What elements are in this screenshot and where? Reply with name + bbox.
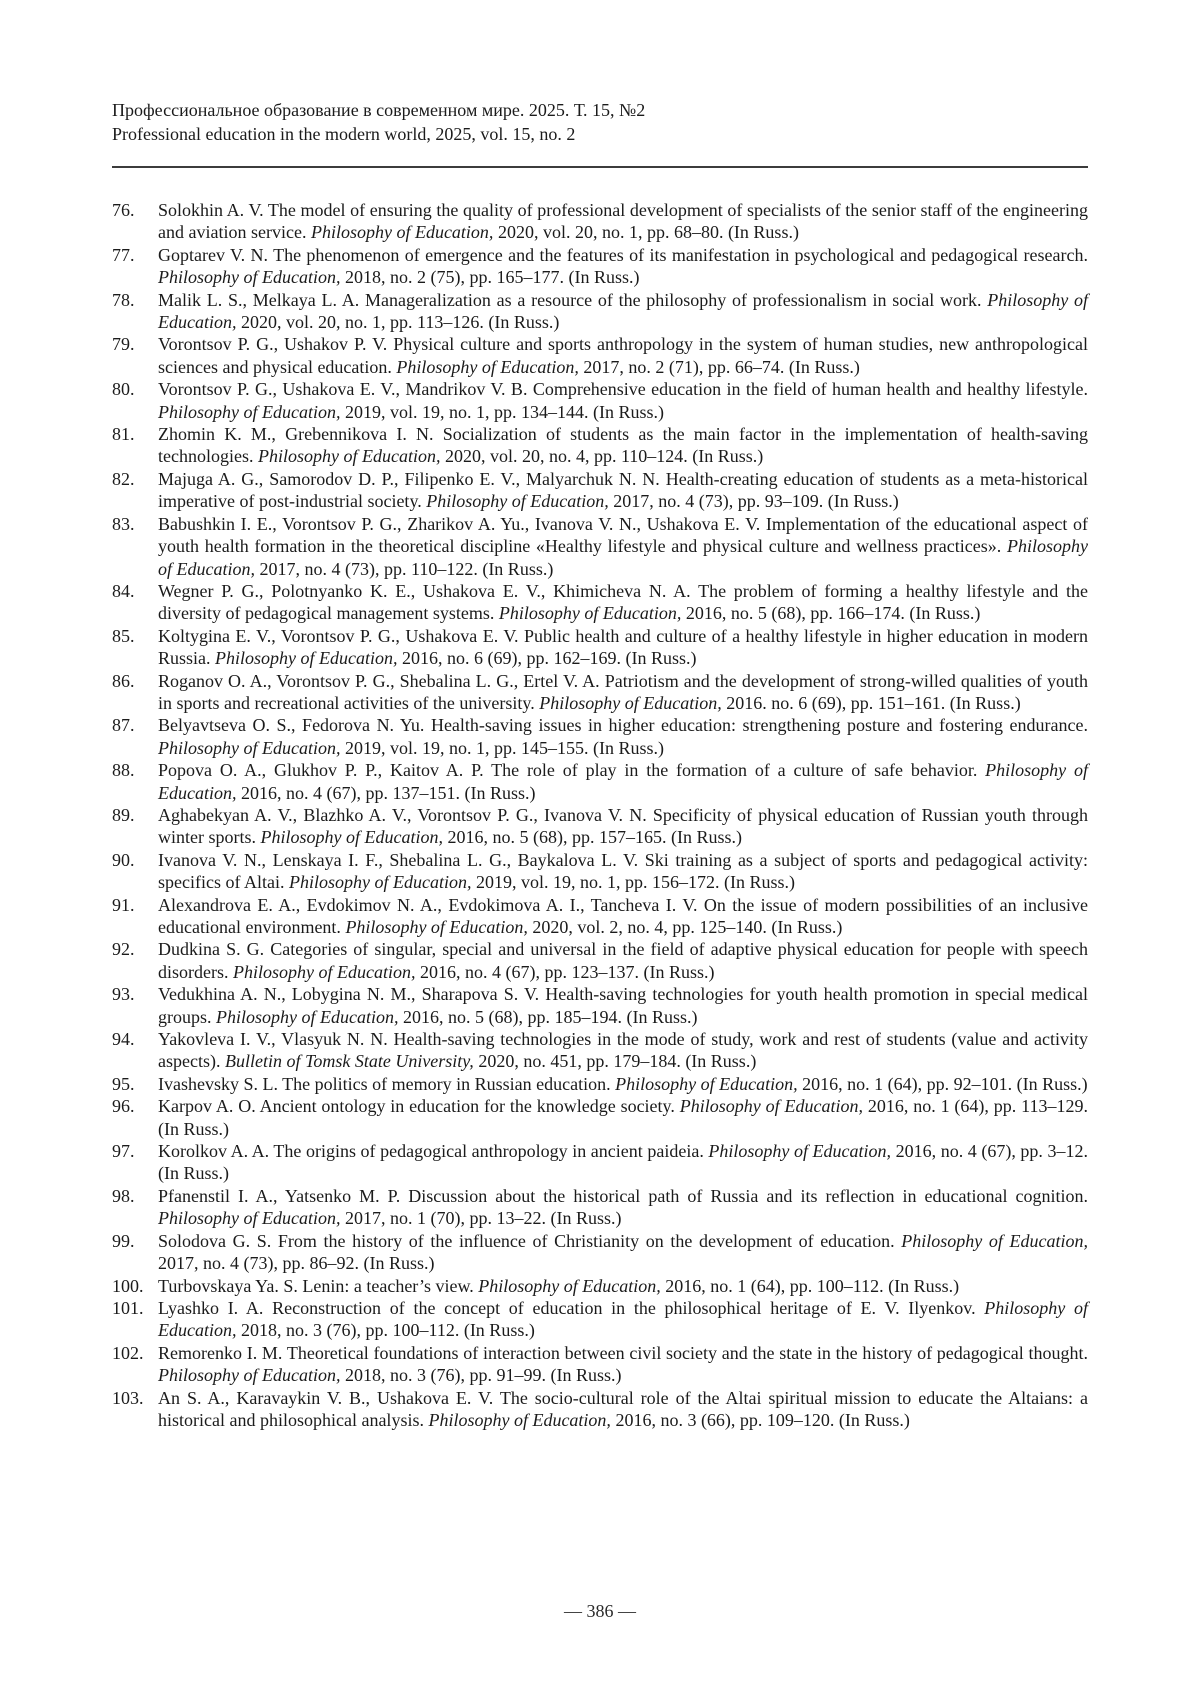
journal-header [112, 98, 1088, 168]
reference-number: 80. [112, 379, 135, 400]
reference-text: Pfanenstil I. A., Yatsenko M. P. Discussion about the historical path of Russia and its reflection in educational cognition. Philosophy of Education, 2017, no. 1 (70), pp. 13–22. (In Russ.) [158, 1185, 1088, 1229]
reference-item [112, 1275, 1088, 1297]
reference-number: 91. [112, 894, 135, 915]
reference-list [112, 199, 1088, 1431]
reference-text: Solodova G. S. From the history of the influence of Christianity on the development of education. Philosophy of Education, 2017, no. 4 (73), pp. 86–92. (In Russ.) [158, 1230, 1088, 1274]
reference-item [112, 1297, 1088, 1342]
reference-number: 99. [112, 1230, 135, 1251]
reference-number: 79. [112, 334, 135, 355]
reference-text: Ivashevsky S. L. The politics of memory in Russian education. Philosophy of Education, 2016, no. 1 (64), pp. 92–101. (In Russ.) [158, 1073, 1088, 1094]
reference-item [112, 670, 1088, 715]
reference-number: 102. [112, 1342, 144, 1363]
reference-number: 87. [112, 715, 135, 736]
reference-number: 92. [112, 939, 135, 960]
reference-number: 95. [112, 1073, 135, 1094]
reference-text: Korolkov A. A. The origins of pedagogical anthropology in ancient paideia. Philosophy of Education, 2016, no. 4 (67), pp. 3–12. (In Russ.) [158, 1141, 1088, 1184]
reference-text: Yakovleva I. V., Vlasyuk N. N. Health-saving technologies in the mode of study, work and rest of students (value and activity aspects). Bulletin of Tomsk State University, 2020, no. 451, pp. 179–184. (In Russ.) [158, 1029, 1088, 1072]
reference-text: Roganov O. A., Vorontsov P. G., Shebalina L. G., Ertel V. A. Patriotism and the development of strong-willed qualities of youth in sports and recreational activities of the university. Philosophy of Education, 2016. no. 6 (69), pp. 151–161. (In Russ.) [158, 670, 1088, 713]
reference-item [112, 468, 1088, 513]
reference-number: 103. [112, 1387, 144, 1408]
reference-text: Ivanova V. N., Lenskaya I. F., Shebalina L. G., Baykalova L. V. Ski training as a subject of sports and pedagogical activity: specifics of Altai. Philosophy of Education, 2019, vol. 19, no. 1, pp. 156–172. (In Russ.) [158, 849, 1088, 893]
reference-text: Solokhin A. V. The model of ensuring the quality of professional development of specialists of the senior staff of the engineering and aviation service. Philosophy of Education, 2020, vol. 20, no. 1, pp. 68–80. (In Russ.) [158, 200, 1088, 243]
reference-number: 78. [112, 289, 135, 310]
reference-text: Dudkina S. G. Categories of singular, special and universal in the field of adaptive physical education for people with speech disorders. Philosophy of Education, 2016, no. 4 (67), pp. 123–137. (In Russ.) [158, 939, 1088, 982]
reference-text: Goptarev V. N. The phenomenon of emergence and the features of its manifestation in psychological and pedagogical research. Philosophy of Education, 2018, no. 2 (75), pp. 165–177. (In Russ.) [158, 244, 1088, 288]
reference-item [112, 714, 1088, 759]
reference-number: 88. [112, 760, 135, 781]
reference-item [112, 1185, 1088, 1230]
reference-item [112, 1073, 1088, 1095]
reference-item [112, 804, 1088, 849]
journal-title-en: Professional education in the modern world, 2025, vol. 15, no. 2 [112, 124, 576, 144]
reference-text: Remorenko I. M. Theoretical foundations of interaction between civil society and the state in the history of pedagogical thought. Philosophy of Education, 2018, no. 3 (76), pp. 91–99. (In Russ.) [158, 1342, 1088, 1386]
reference-number: 85. [112, 625, 135, 646]
reference-item [112, 244, 1088, 289]
reference-number: 96. [112, 1096, 135, 1117]
reference-item [112, 938, 1088, 983]
reference-item [112, 423, 1088, 468]
reference-text: Wegner P. G., Polotnyanko K. E., Ushakova E. V., Khimicheva N. A. The problem of forming a healthy lifestyle and the diversity of pedagogical management systems. Philosophy of Education, 2016, no. 5 (68), pp. 166–174. (In Russ.) [158, 580, 1088, 624]
reference-item [112, 1140, 1088, 1185]
reference-item [112, 1028, 1088, 1073]
reference-number: 76. [112, 200, 135, 220]
reference-text: Babushkin I. E., Vorontsov P. G., Zharikov A. Yu., Ivanova V. N., Ushakova E. V. Implementation of the educational aspect of youth health formation in the theoretical discipline «Healthy lifestyle and physical culture and wellness practices». Philosophy of Education, 2017, no. 4 (73), pp. 110–122. (In Russ.) [158, 513, 1088, 579]
reference-item [112, 513, 1088, 580]
reference-number: 81. [112, 424, 135, 445]
reference-item [112, 894, 1088, 939]
reference-number: 77. [112, 244, 135, 265]
reference-item [112, 289, 1088, 334]
reference-number: 101. [112, 1297, 144, 1318]
reference-item [112, 849, 1088, 894]
reference-item [112, 580, 1088, 625]
reference-item [112, 1095, 1088, 1140]
reference-text: Vorontsov P. G., Ushakov P. V. Physical culture and sports anthropology in the system of human studies, new anthropological sciences and physical education. Philosophy of Education, 2017, no. 2 (71), pp. 66–74. (In Russ.) [158, 334, 1088, 377]
reference-text: Lyashko I. A. Reconstruction of the concept of education in the philosophical heritage of E. V. Ilyenkov. Philosophy of Education, 2018, no. 3 (76), pp. 100–112. (In Russ.) [158, 1297, 1088, 1341]
reference-number: 83. [112, 513, 135, 534]
reference-text: Koltygina E. V., Vorontsov P. G., Ushakova E. V. Public health and culture of a healthy lifestyle in higher education in modern Russia. Philosophy of Education, 2016, no. 6 (69), pp. 162–169. (In Russ.) [158, 625, 1088, 669]
reference-number: 90. [112, 849, 135, 870]
reference-text: An S. A., Karavaykin V. B., Ushakova E. V. The socio-cultural role of the Altai spiritual mission to educate the Altaians: a historical and philosophical analysis. Philosophy of Education, 2016, no. 3 (66), pp. 109–120. (In Russ.) [158, 1387, 1088, 1430]
reference-text: Zhomin K. M., Grebennikova I. N. Socialization of students as the main factor in the implementation of health-saving technologies. Philosophy of Education, 2020, vol. 20, no. 4, pp. 110–124. (In Russ.) [158, 424, 1088, 467]
reference-text: Aghabekyan A. V., Blazhko A. V., Vorontsov P. G., Ivanova V. N. Specificity of physical education of Russian youth through winter sports. Philosophy of Education, 2016, no. 5 (68), pp. 157–165. (In Russ.) [158, 804, 1088, 848]
reference-number: 100. [112, 1275, 144, 1296]
reference-number: 93. [112, 984, 135, 1005]
reference-number: 98. [112, 1185, 135, 1206]
reference-item [112, 1342, 1088, 1387]
reference-text: Alexandrova E. A., Evdokimov N. A., Evdokimova A. I., Tancheva I. V. On the issue of modern possibilities of an inclusive educational environment. Philosophy of Education, 2020, vol. 2, no. 4, pp. 125–140. (In Russ.) [158, 894, 1088, 937]
header-rule [112, 166, 1088, 168]
reference-item [112, 333, 1088, 378]
reference-text: Belyavtseva O. S., Fedorova N. Yu. Health-saving issues in higher education: strengthening posture and fostering endurance. Philosophy of Education, 2019, vol. 19, no. 1, pp. 145–155. (In Russ.) [158, 715, 1088, 758]
reference-text: Karpov A. O. Ancient ontology in education for the knowledge society. Philosophy of Education, 2016, no. 1 (64), pp. 113–129. (In Russ.) [158, 1096, 1088, 1139]
reference-text: Turbovskaya Ya. S. Lenin: a teacher’s view. Philosophy of Education, 2016, no. 1 (64), pp. 100–112. (In Russ.) [158, 1275, 960, 1296]
reference-text: Majuga A. G., Samorodov D. P., Filipenko E. V., Malyarchuk N. N. Health-creating education of students as a meta-historical imperative of post-industrial society. Philosophy of Education, 2017, no. 4 (73), pp. 93–109. (In Russ.) [158, 468, 1088, 512]
reference-number: 82. [112, 468, 135, 489]
journal-title-ru: Профессиональное образование в современном мире. 2025. Т. 15, №2 [112, 100, 646, 120]
page-footer [112, 1601, 1088, 1622]
reference-text: Vedukhina A. N., Lobygina N. M., Sharapova S. V. Health-saving technologies for youth health promotion in special medical groups. Philosophy of Education, 2016, no. 5 (68), pp. 185–194. (In Russ.) [158, 984, 1088, 1027]
reference-text: Malik L. S., Melkaya L. A. Manageralization as a resource of the philosophy of professionalism in social work. Philosophy of Education, 2020, vol. 20, no. 1, pp. 113–126. (In Russ.) [158, 289, 1089, 333]
reference-item [112, 1230, 1088, 1275]
reference-number: 86. [112, 670, 135, 691]
reference-item [112, 983, 1088, 1028]
page-number: — 386 — [564, 1601, 636, 1621]
reference-item [112, 625, 1088, 670]
reference-number: 89. [112, 804, 135, 825]
reference-number: 94. [112, 1029, 135, 1050]
reference-item [112, 759, 1088, 804]
reference-item [112, 199, 1088, 244]
reference-item [112, 1387, 1088, 1432]
reference-number: 84. [112, 580, 135, 601]
reference-text: Popova O. A., Glukhov P. P., Kaitov A. P. The role of play in the formation of a culture of safe behavior. Philosophy of Education, 2016, no. 4 (67), pp. 137–151. (In Russ.) [158, 760, 1088, 803]
reference-text: Vorontsov P. G., Ushakova E. V., Mandrikov V. B. Comprehensive education in the field of human health and healthy lifestyle. Philosophy of Education, 2019, vol. 19, no. 1, pp. 134–144. (In Russ.) [158, 379, 1088, 422]
reference-number: 97. [112, 1141, 135, 1162]
reference-item [112, 378, 1088, 423]
